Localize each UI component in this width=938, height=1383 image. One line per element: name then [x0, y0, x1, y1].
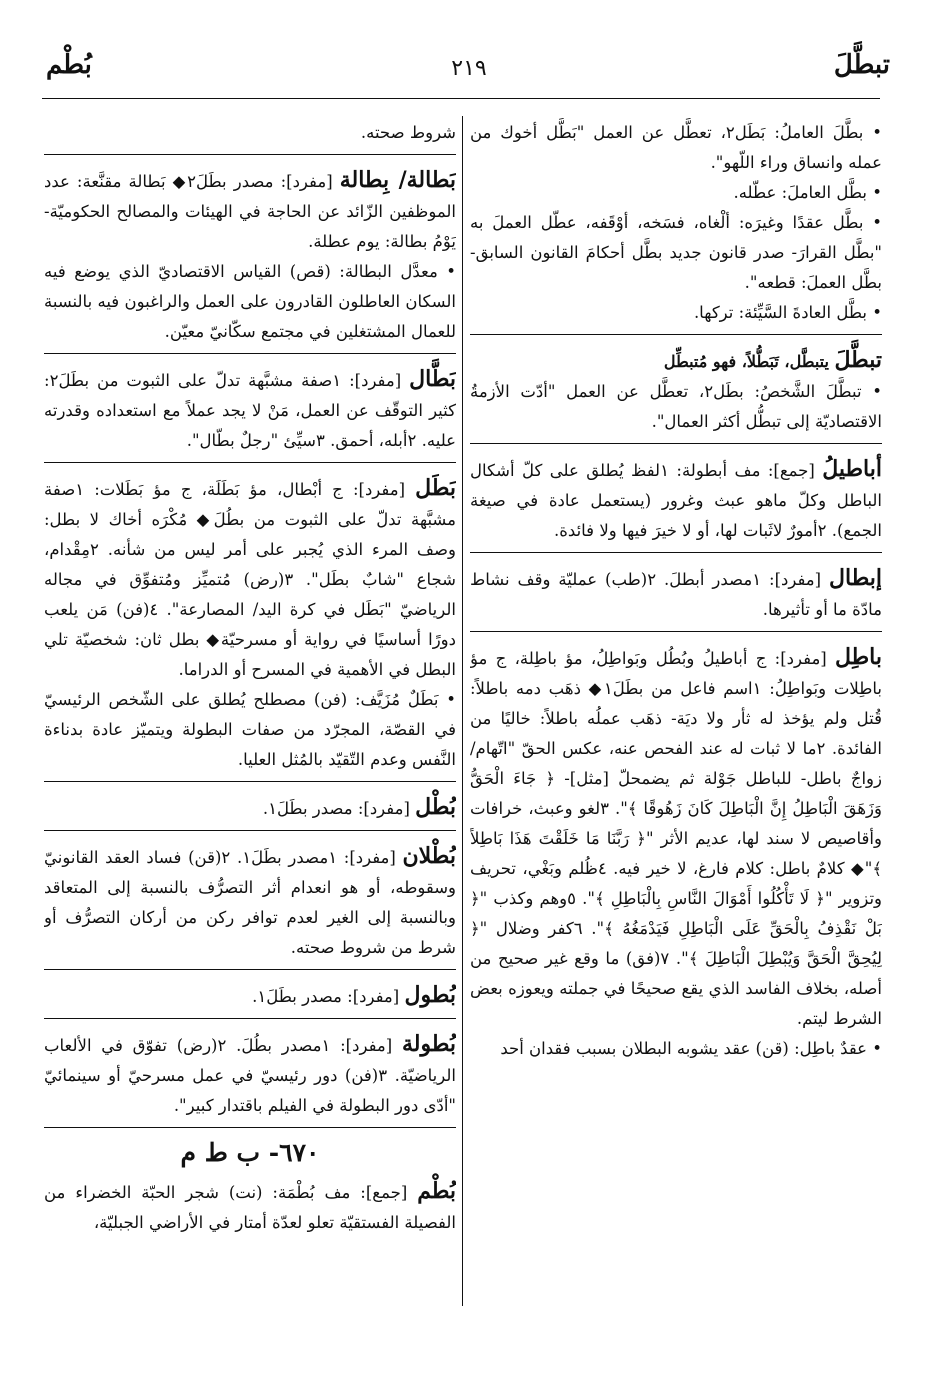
headword: بَطَل: [415, 475, 456, 501]
headword: بُطول: [404, 982, 456, 1008]
entry-ibtal: [470, 563, 882, 632]
continued-text: شروط صحته.: [360, 123, 456, 142]
headword: بُطولة: [401, 1031, 456, 1057]
definition: [مفرد]: ١مصدر بطُلَ. ٢(رض) تفوّق في الألعاب الرياضيّة. ٣(فن) دور رئيسيّ في عمل مسرحيّ أو سينمائيّ "أدّى دور البطولة في الفيلم باقتدار كبير".: [44, 1036, 456, 1115]
header-rule: [42, 98, 880, 99]
entry-butlan: [44, 841, 456, 970]
sense-paragraph: • بَطَلٌ مُزَيَّف: (فن) مصطلح يُطلق على الشّخص الرئيسيّ في القصّة، المجرّد من صفات البطولة ويتميّز عادة بدناءة النَّفس وعدم التّقيّد بالمُثل العليا.: [44, 690, 456, 769]
definition: [مفرد]: ١مصدر أبطلَ. ٢(طب) عمليّة وقف نشاط مادّة ما أو تأثيرها.: [470, 570, 882, 619]
root-heading: ٦٧٠- ب ط م: [180, 1138, 320, 1167]
entry-continuation: [44, 118, 456, 155]
headword: باطِل: [835, 644, 882, 670]
definition: [جمع]: مف بُطْمَة: (نت) شجر الحبّة الخضراء من الفصيلة الفستقيّة تعلو لعدّة أمتار في الأراضي الجبليّة،: [44, 1183, 456, 1232]
right-column: [470, 118, 882, 1308]
definition: [مفرد]: مصدر بطَلَ١.: [252, 987, 405, 1006]
entry-butula: [44, 1029, 456, 1128]
definition: [مفرد]: مصدر بطَلَ١.: [262, 799, 416, 818]
definition: [مفرد]: ١صفة مشبَّهة تدلّ على الثبوت من بطَلَ٢: كثير التوقّف عن العمل، مَنْ لا يجد عملاً مع استعداده وقدرته عليه. ٢أبله، أحمق. ٣سيِّئ "رجلٌ بطّال".: [44, 371, 456, 450]
headword: بُطْلان: [402, 843, 456, 869]
sense-paragraph: • عقدٌ باطِل: (قن) عقد يشوبه البطلان بسبب فقدان أحد: [500, 1039, 882, 1058]
headword: إبطال: [829, 565, 882, 591]
entry-tabattala: [470, 345, 882, 444]
headword: بُطْم: [417, 1178, 456, 1204]
definition: [جمع]: مف أبطولة: ١لفظ يُطلق على كلّ أشكال الباطل وكلّ ماهو عبث وغرور (يستعمل عادة في صيغة الجمع). ٢أمورٌ لاثَبات لها، أو لا خيرَ فيها ولا فائدة.: [470, 461, 882, 540]
entry-butl: [44, 792, 456, 831]
entry-battal: [44, 364, 456, 463]
sense-paragraph: • بطَّل عقدًا وغيرَه: ألْغاه، فسَخه، أوْقَفه، عطّل العملَ به "بطَّل القرارَ- صدر قانون جديد بطَّل أحكامَ القانون السابق- بطَّل العملَ: قطعه".: [470, 213, 882, 292]
headword: بُطْل: [415, 794, 456, 820]
sense-paragraph: • بطَّل العادةَ السَّيِّئة: تركها.: [693, 303, 882, 322]
headword: بَطالة/ بِطالة: [339, 167, 456, 193]
entry-morphology: يتبطَّل، تَبَطُّلاً، فهو مُتبطِّل: [663, 352, 835, 371]
entry-butm: [44, 1176, 456, 1244]
definition: [مفرد]: ١مصدر بطَلَ١. ٢(قن) فساد العقد القانونيّ وسقوطه، أو هو انعدام أثر التصرُّف بالنسبة إلى المتعاقد وبالنسبة إلى الغير لعدم توافر ركن من أركان التصرُّف أو شرط من شروط صحته.: [44, 848, 456, 957]
sense-paragraph: • بطَّلَ العاملُ: بَطَل٢، تعطَّل عن العمل "بَطَّل أخوك من عمله وانساق وراء اللّهو".: [470, 123, 882, 172]
headword: أباطيلُ: [822, 456, 882, 482]
entry-abatil: [470, 454, 882, 553]
left-column: [44, 118, 456, 1308]
sense-paragraph: • بطَّل العاملَ: عطّله.: [733, 183, 882, 202]
entry-bitala: [44, 165, 456, 354]
headword: تبطَّلَ: [834, 347, 882, 373]
sense-paragraph: • تبطَّلَ الشَّخصُ: بطَل٢، تعطَّل عن العمل "أدّت الأزمةُ الاقتصاديّة إلى تبطُّل أكثر العمال".: [470, 382, 882, 431]
entry-batal: [44, 473, 456, 782]
running-head-first-word: تبطَّلَ: [833, 50, 890, 80]
definition: [مفرد]: مصدر بطَلَ٢◆ بَطالة مقنَّعة: عدد الموظفين الزّائد عن الحاجة في الهيئات والمصالح الحكوميّة- يَوْمُ بطالة: يوم عطلة.: [44, 172, 456, 251]
entry-butul: [44, 980, 456, 1019]
entry-batil: [470, 642, 882, 1070]
column-divider: [462, 116, 463, 1306]
page-number: ٢١٩: [451, 56, 487, 81]
entry-battala-continued: [470, 118, 882, 335]
sense-paragraph: • معدَّل البطالة: (قص) القياس الاقتصاديّ الذي يوضع فيه السكان العاطلون القادرون على العمل والراغبون فيه بالنسبة للعمال المشتغلين في مجتمع سكّانيّ معيّن.: [44, 262, 456, 341]
definition: [مفرد]: ج أباطيلُ وبُطُل وبَواطِلُ، مؤ باطِلة، ج مؤ باطِلات وبَواطِلُ: ١اسم فاعل من بطَلَ١◆ ذهَب دمه باطلاً: قُتل ولم يؤخذ له ثأر ولا ديَة- ذهَب عملُه باطلاً: خاليًا من الفائدة. ٢ما لا ثبات له عند الفحص عنه، عكس الحقّ "اتّهام/ زواجٌ باطل- للباطل جَوْلة ثم يضمحلّ [مثل]- ﴿ جَاءَ الْحَقُّ وَزَهَقَ الْبَاطِلُ إِنَّ الْبَاطِلَ كَانَ زَهُوقًا ﴾". ٣لغو وعبث، خرافات وأقاصيص لا سند لها، عديم الأثر "﴿ رَبَّنَا مَا خَلَقْتَ هَذَا بَاطِلاً ﴾"◆ كلامٌ باطل: كلام فارغ، لا خير فيه. ٤ظُلم وبَغْي، تحريف وتزوير "﴿ لَا تَأْكُلُوا أَمْوَالَ النَّاسِ بِالْبَاطِلِ ﴾". ٥وهم وكذب "﴿ بَلْ نَقْذِفُ بِالْحَقِّ عَلَى الْبَاطِلِ فَيَدْمَغُهُ ﴾". ٦كفر وضلال "﴿ لِيُحِقَّ الْحَقَّ وَيُبْطِلَ الْبَاطِلَ ﴾". ٧(فق) ما وقع غير صحيح من أصله، بخلاف الفاسد الذي يقع صحيحًا في جملته ويعوزه بعض الشرط ليتم.: [470, 649, 882, 1028]
running-head-last-word: بُطْم: [46, 50, 92, 80]
definition: [مفرد]: ج أبْطال، مؤ بَطَلَة، ج مؤ بَطَلات: ١صفة مشبَّهة تدلّ على الثبوت من بطُلَ◆ مُكْرَه أخاك لا بطل: وصف المرء الذي يُجبر على أمر ليس من شأنه. ٢مِقْدام، شجاع "شابٌ بطَل". ٣(رض) مُتميِّز ومُتفوِّق في مجاله الرياضيّ "بَطَل في كرة اليد/ المصارعة". ٤(فن) مَن يلعب دورًا أساسيًا في رواية أو مسرحيّة◆ بطل ثان: شخصيّة تلي البطل في الأهمية في المسرح أو الدراما.: [44, 480, 456, 679]
headword: بَطَّال: [409, 366, 456, 392]
